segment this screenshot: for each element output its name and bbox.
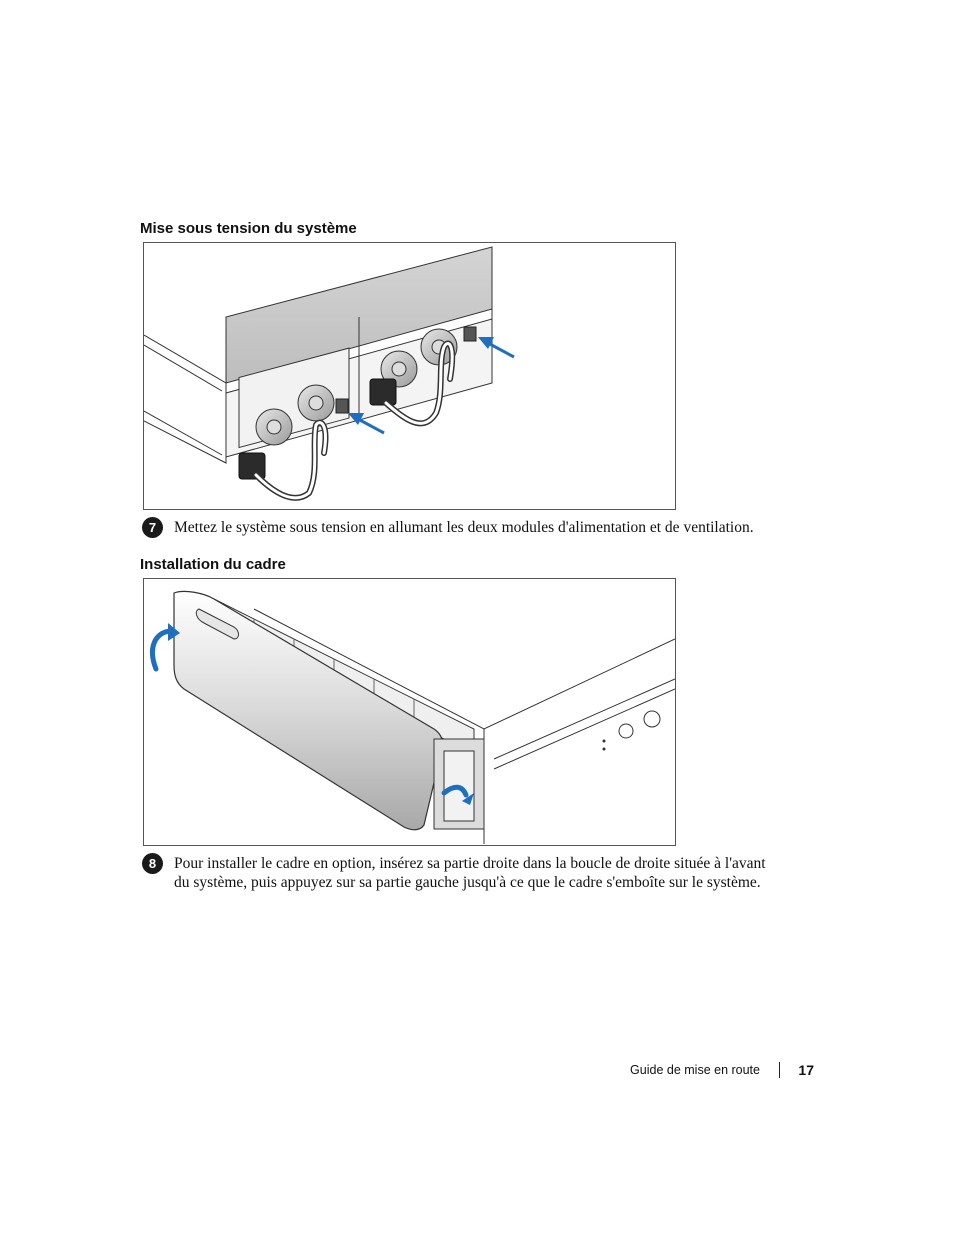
page-footer xyxy=(560,1062,814,1080)
rear-chassis-drawing xyxy=(144,243,675,509)
bezel-illustration xyxy=(143,578,676,846)
power-on-illustration xyxy=(143,242,676,510)
footer-guide-title: Guide de mise en route xyxy=(630,1063,760,1077)
page-number: 17 xyxy=(798,1062,814,1078)
step-text: Pour installer le cadre en option, insérez sa partie droite dans la boucle de droite située à l'avant du système, puis appuyez sur sa partie gauche jusqu'à ce que le cadre s'emboîte sur le système. xyxy=(174,855,766,891)
front-bezel-drawing xyxy=(144,579,675,845)
section-heading-bezel: Installation du cadre xyxy=(140,556,286,573)
step-number-badge: 8 xyxy=(142,853,163,874)
section-heading-power-on: Mise sous tension du système xyxy=(140,220,357,237)
footer-separator xyxy=(779,1062,780,1078)
step-number-badge: 7 xyxy=(142,517,163,538)
step-text: Mettez le système sous tension en allumant les deux modules d'alimentation et de ventilation. xyxy=(174,519,754,536)
